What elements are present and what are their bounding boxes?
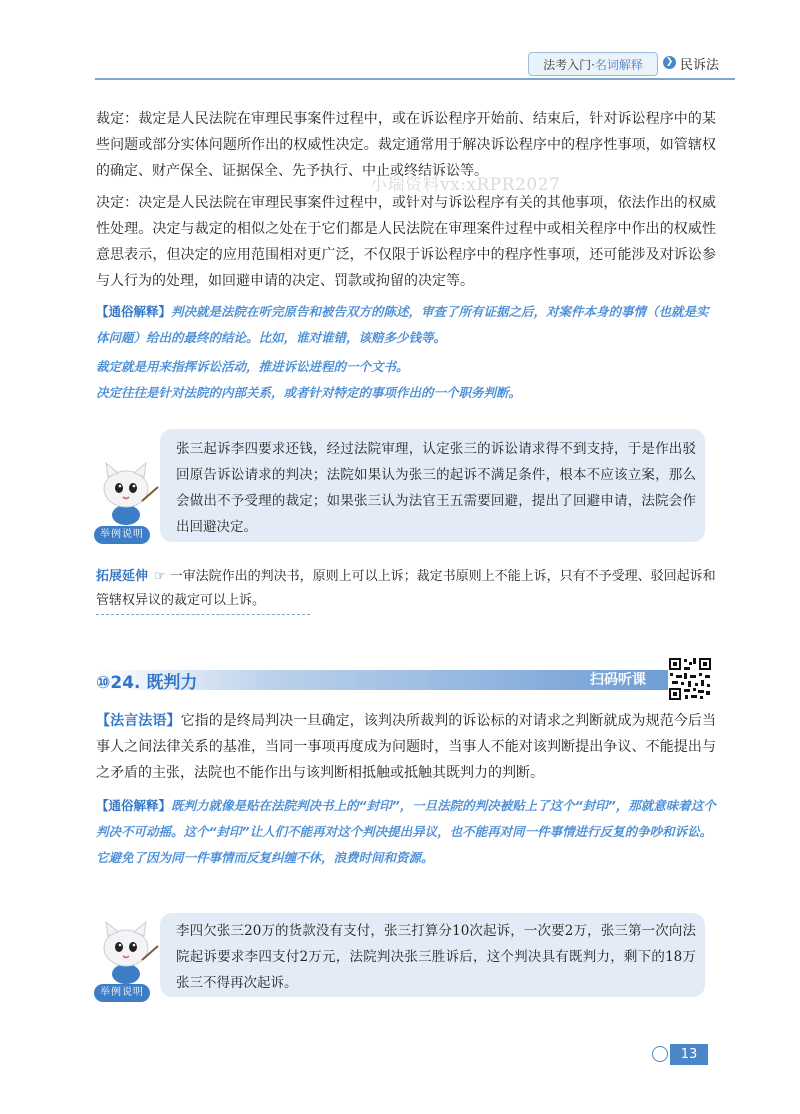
example-text-2: 李四欠张三20万的货款没有支付，张三打算分10次起诉，一次要2万，张三第一次向法院起诉要求李四支付2万元，法院判决张三胜诉后，这个判决具有既判力，剩下的18万张三不得再次起诉。 [176,923,696,991]
example-text-1: 张三起诉李四要求还钱，经过法院审理，认定张三的诉讼请求得不到支持，于是作出驳回原告诉讼请求的判决；法院如果认为张三的起诉不满足条件，根本不应该立案，那么会做出不予受理的裁定；如果张三认为法官王五需要回避，提出了回避申请，法院会作出回避决定。 [176,441,696,535]
header-section-name: 民诉法 [680,58,720,73]
legal-text: 它指的是终局判决一旦确定，该判决所裁判的诉讼标的对请求之判断就成为规范今后当事人之间法律关系的基准，当同一事项再度成为问题时，当事人不能对该判断提出争议、不能提出与之矛盾的主张，法院也不能作出与该判断相抵触或抵触其既判力的判断。 [96,713,717,781]
page-number: 13 [670,1044,708,1065]
extension-title: 拓展延伸 [96,569,149,584]
chevron-right-icon: ❯ [663,56,676,69]
pointing-hand-icon: ☞ [154,569,166,584]
plain-explanation-ruling-line: 裁定就是用来指挥诉讼活动，推进诉讼进程的一个文书。 [96,359,409,374]
extension-text: 一审法院作出的判决书，原则上可以上诉；裁定书原则上不能上诉，只有不予受理、驳回起诉和管辖权异议的裁定可以上诉。 [96,569,716,608]
qr-code-icon[interactable] [668,657,712,701]
header-divider [95,78,735,80]
header-book-subtitle: 名词解释 [594,57,643,72]
plain-explanation-text: 判决就是法院在听完原告和被告双方的陈述，审查了所有证据之后，对案件本身的事情（也就是实体问题）给出的最终的结论。比如，谁对谁错，该赔多少钱等。 [96,304,709,345]
definition-ruling: 裁定：裁定是人民法院在审理民事案件过程中，或在诉讼程序开始前、结束后，针对诉讼程序中的某些问题或部分实体问题所作出的权威性决定。裁定通常用于解决诉讼程序中的程序性事项，如管辖权的确定、财产保全、证据保全、先予执行、中止或终结诉讼等。 [96,111,716,179]
plain-explanation-tag: 【通俗解释】 [96,304,172,319]
cat-mascot-icon [92,914,164,986]
extension-note [96,565,716,613]
scan-to-listen-label: 扫码听课 [590,672,646,688]
page-circle-icon [652,1046,668,1062]
definition-decision: 决定：决定是人民法院在审理民事案件过程中，或针对与诉讼程序有关的其他事项，依法作出的权威性处理。决定与裁定的相似之处在于它们都是人民法院在审理案件过程中或相关程序中作出的权威性意思表示，但决定的应用范围相对更广泛，不仅限于诉讼程序中的程序性事项，还可能涉及对诉讼参与人行为的处理，如回避申请的决定、罚款或拘留的决定等。 [96,195,716,289]
plain-explanation-1 [96,299,716,351]
legal-definition [96,708,716,786]
plain-explanation-text-2: 既判力就像是贴在法院判决书上的“封印”，一旦法院的判决被贴上了这个“封印”，那就意味着这个判决不可动摇。这个“封印”让人们不能再对这个判决提出异议，也不能再对同一件事情进行反复的争吵和诉讼。它避免了因为同一件事情而反复纠缠不休，浪费时间和资源。 [96,798,716,865]
legal-tag: 【法言法语】 [96,713,181,729]
watermark: 小瑞资料vx:xRPR2027 [370,175,561,195]
plain-explanation-2 [96,793,716,871]
section-title: ⑩24. 既判力 [96,673,198,693]
header-book-title: 法考入门· [543,57,595,72]
extension-underline [96,614,310,615]
plain-explanation-decision-line: 决定往往是针对法院的内部关系，或者针对特定的事项作出的一个职务判断。 [96,385,522,400]
plain-explanation-tag-2: 【通俗解释】 [96,798,172,813]
example-label-1: 举例说明 [94,526,150,544]
cat-mascot-icon [92,455,164,527]
example-label-2: 举例说明 [94,984,150,1002]
header-book-tab [528,52,658,76]
